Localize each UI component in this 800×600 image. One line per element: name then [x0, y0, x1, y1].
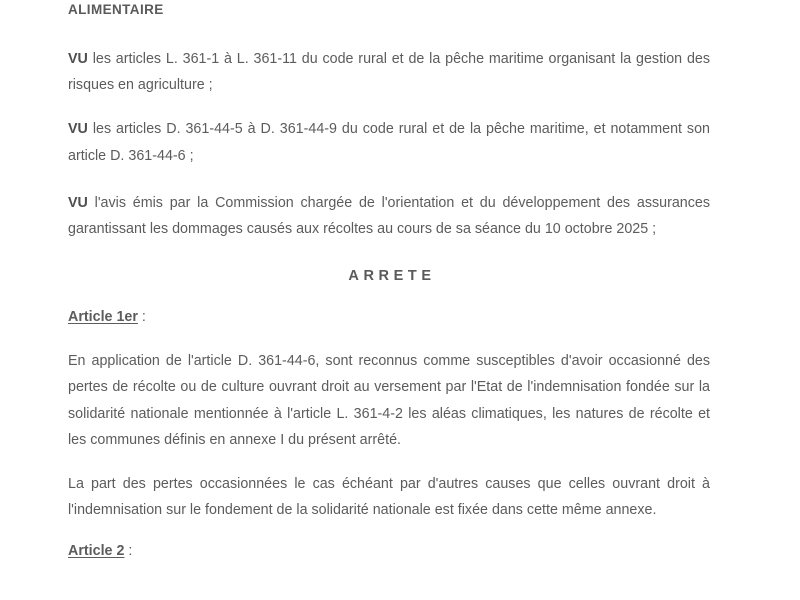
- visa-paragraph-1: [68, 46, 710, 98]
- article-1-colon: :: [137, 309, 146, 326]
- visa-prefix: VU: [68, 51, 88, 67]
- spacer: [68, 287, 710, 306]
- article-2-colon: :: [124, 543, 133, 560]
- article-1-title: Article 1er: [68, 309, 138, 326]
- article-1-heading: [68, 306, 710, 328]
- section-heading-alimentaire: ALIMENTAIRE: [68, 2, 164, 17]
- arrete-heading: ARRETE: [348, 268, 436, 285]
- article-2-title: Article 2: [68, 543, 125, 560]
- article-2-heading: [68, 540, 710, 562]
- spacer: [68, 453, 710, 471]
- spacer: [68, 328, 710, 348]
- article-1-paragraph-1: En application de l'article D. 361-44-6, sont reconnus comme susceptibles d'avoir occasionné des pertes de récolte ou de culture ouvrant droit au versement par l'Etat de l'indemnisation fondée sur la solidarité nationale mentionnée à l'article L. 361-4-2 les aléas climatiques, les natures de récolte et les communes définis en annexe I du présent arrêté.: [68, 353, 710, 448]
- spacer: [68, 169, 710, 190]
- article-1-paragraph-2: La part des pertes occasionnées le cas échéant par d'autres causes que celles ouvrant droit à l'indemnisation sur le fondement de la solidarité nationale est fixée dans cette même annexe.: [68, 476, 710, 519]
- visa-text: l'avis émis par la Commission chargée de l'orientation et du développement des assurances garantissant les dommages causés aux récoltes au cours de sa séance du 10 octobre 2025 ;: [68, 194, 710, 238]
- spacer: [68, 98, 710, 116]
- spacer: [68, 242, 710, 265]
- spacer: [68, 19, 710, 46]
- visa-prefix: VU: [68, 121, 88, 138]
- visa-paragraph-2: [68, 116, 710, 168]
- visa-paragraph-3: [68, 190, 710, 242]
- visa-prefix: VU: [68, 194, 88, 211]
- visa-text: les articles L. 361-1 à L. 361-11 du code rural et de la pêche maritime organisant la gestion des risques en agriculture ;: [68, 51, 710, 94]
- spacer: [68, 523, 710, 540]
- document-content: [68, 0, 710, 562]
- visa-text: les articles D. 361-44-5 à D. 361-44-9 du code rural et de la pêche maritime, et notamment son article D. 361-44-6 ;: [68, 121, 710, 164]
